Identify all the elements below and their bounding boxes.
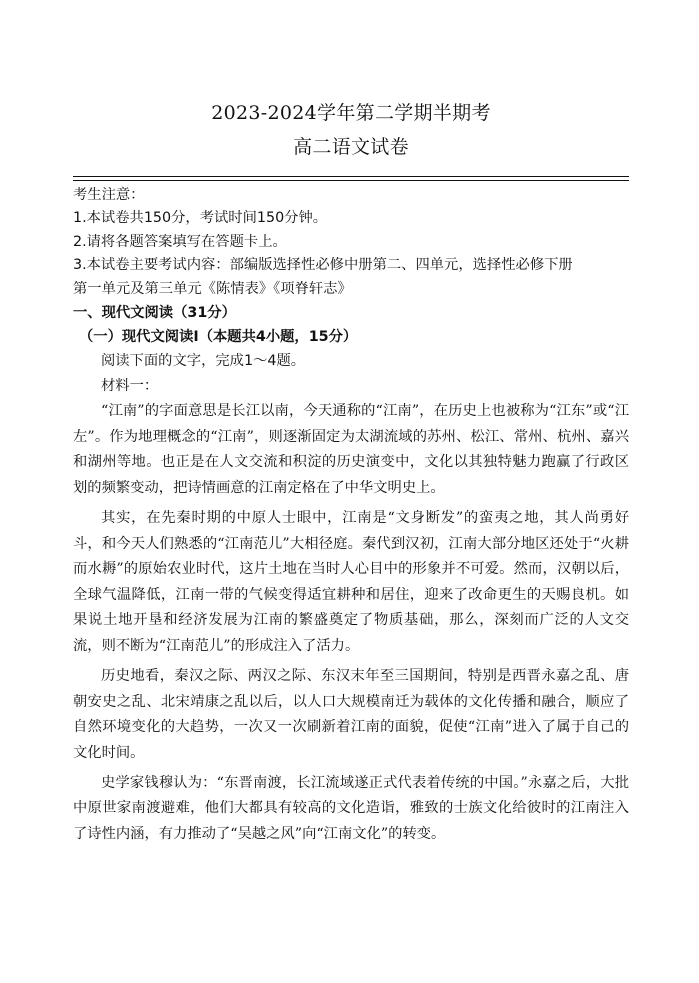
exam-title-subject: 高二语文试卷: [293, 136, 409, 158]
reading-instruction: 阅读下面的文字，完成1～4题。: [101, 353, 306, 370]
passage-paragraph-1: “江南”的字面意思是长江以南，今天通称的“江南”，在历史上也被称为“江东”或“江左”。作为地理概念的“江南”，则逐渐固定为太湖流域的苏州、松江、常州、杭州、嘉兴和湖州等地。也正是在人文交流和积淀的历史演变中，文化以其独特魅力跑赢了行政区划的频繁变动，把诗情画意的江南定格在了中华文明史上。: [73, 403, 629, 496]
notice-heading: 考生注意：: [73, 187, 145, 203]
candidate-notice: [73, 184, 629, 301]
header-rule-top: [73, 176, 629, 177]
header-double-rule: [73, 176, 629, 181]
passage-paragraph-4: 史学家钱穆认为：“东晋南渡，长江流域遂正式代表着传统的中国。”永嘉之后，大批中原世家南渡避难，他们大都具有较高的文化造诣，雅致的士族文化给彼时的江南注入了诗性内涵，有力推动了“吴越之风”向“江南文化”的转变。: [73, 774, 629, 843]
header-rule-bottom: [73, 180, 629, 181]
subsection-1-title: （一）现代文阅读Ⅰ（本题共4小题，15分）: [79, 329, 358, 346]
notice-item-1: 1.本试卷共150分，考试时间150分钟。: [73, 210, 328, 227]
exam-title-year: 2023-2024学年第二学期半期考: [211, 102, 491, 124]
notice-item-3: 3.本试卷主要考试内容：部编版选择性必修中册第二、四单元，选择性必修下册: [73, 257, 573, 274]
section-1-title: 一、现代文阅读（31分）: [73, 305, 236, 322]
passage-paragraph-2: 其实，在先秦时期的中原人士眼中，江南是“文身断发”的蛮夷之地，其人尚勇好斗，和今天人们熟悉的“江南范儿”大相径庭。秦代到汉初，江南大部分地区还处于“火耕而水耨”的原始农业时代，这片土地在当时人心目中的形象并不可爱。然而，汉朝以后，全球气温降低，江南一带的气候变得适宜耕种和居住，迎来了改命更生的天赐良机。如果说土地开垦和经济发展为江南的繁盛奠定了物质基础，那么，深刻而广泛的人文交流，则不断为“江南范儿”的形成注入了活力。: [73, 509, 629, 654]
notice-item-3-continued: 第一单元及第三单元《陈情表》《项脊轩志》: [73, 280, 352, 297]
passage-paragraph-3: 历史地看，秦汉之际、两汉之际、东汉末年至三国期间，特别是西晋永嘉之乱、唐朝安史之乱、北宋靖康之乱以后，以人口大规模南迁为载体的文化传播和融合，顺应了自然环境变化的大趋势，一次又一次刷新着江南的面貌，促使“江南”进入了属于自己的文化时间。: [73, 667, 629, 761]
notice-item-2: 2.请将各题答案填写在答题卡上。: [73, 233, 287, 250]
material-label: 材料一：: [101, 378, 159, 395]
